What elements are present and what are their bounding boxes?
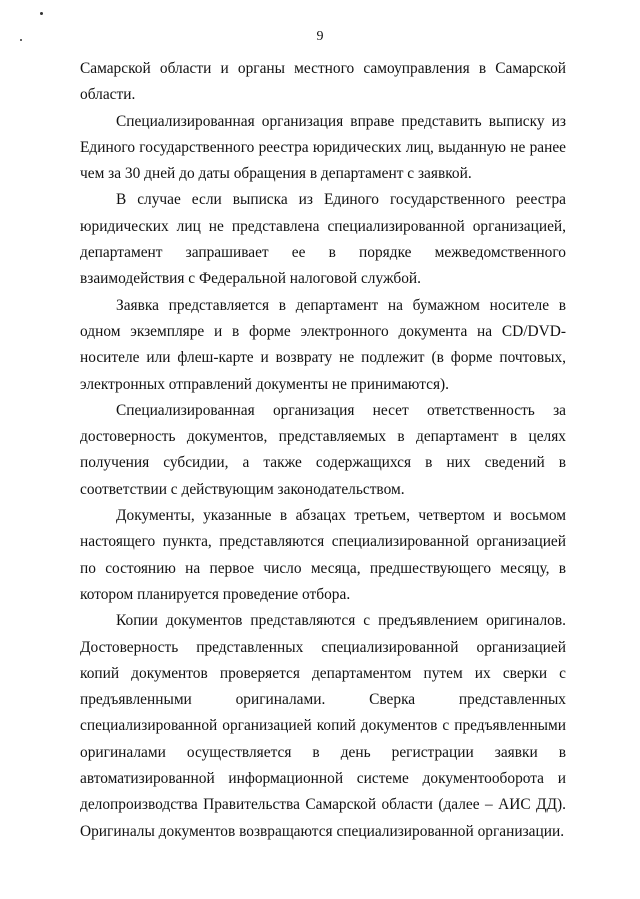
document-body (80, 56, 566, 845)
paragraph-continuation: Самарской области и органы местного самоуправления в Самарской области. (80, 60, 566, 104)
paragraph-copies-verification: Копии документов представляются с предъявлением оригиналов. Достоверность представленных специализированной организацией копий документов проверяется департаментом путем их сверки с предъявленными оригиналами. Сверка представленных специализированной организацией копий документов с предъявленными оригиналами осуществляется в день регистрации заявки в автоматизированной информационной системе документооборота и делопроизводства Правительства Самарской области (далее – АИС ДД). Оригиналы документов возвращаются специализированной организации. (80, 612, 566, 840)
scan-speck (40, 12, 43, 15)
paragraph-documents-date: Документы, указанные в абзацах третьем, четвертом и восьмом настоящего пункта, представляются специализированной организацией по состоянию на первое число месяца, предшествующего месяцу, в котором планируется проведение отбора. (80, 507, 566, 603)
paragraph-extract-option: Специализированная организация вправе представить выписку из Единого государственного реестра юридических лиц, выданную не ранее чем за 30 дней до даты обращения в департамент с заявкой. (80, 112, 566, 183)
paragraph-responsibility: Специализированная организация несет ответственность за достоверность документов, представляемых в департамент в целях получения субсидии, а также содержащихся в них сведений в соответствии с действующим законодательством. (80, 401, 566, 498)
page-number: 9 (316, 29, 324, 44)
paragraph-application-submission: Заявка представляется в департамент на бумажном носителе в одном экземпляре и в форме электронного документа на CD/DVD-носителе или флеш-карте и возврату не подлежит (в форме почтовых, электронных отправлений документы не принимаются). (80, 296, 566, 393)
paragraph-interagency-request: В случае если выписка из Единого государственного реестра юридических лиц не представлена специализированной организацией, департамент запрашивает ее в порядке межведомственного взаимодействия с Федеральной налоговой службой. (80, 191, 566, 288)
